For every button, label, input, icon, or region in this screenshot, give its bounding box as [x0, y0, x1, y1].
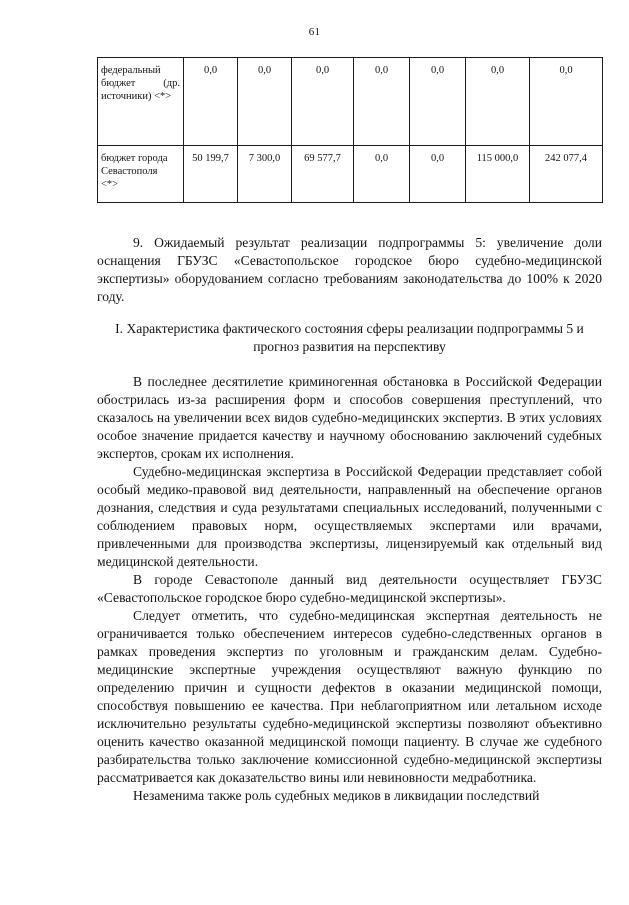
table-cell: 0,0 [530, 58, 603, 146]
table-cell: 69 577,7 [292, 146, 354, 203]
row-label-line: <*> [101, 179, 119, 190]
table-cell: 0,0 [466, 58, 530, 146]
table-cell: 0,0 [410, 146, 466, 203]
row-label-line: бюджет (др. [101, 78, 180, 89]
table-cell: 7 300,0 [238, 146, 292, 203]
table-cell: 0,0 [292, 58, 354, 146]
expected-result-section [97, 234, 602, 306]
expected-result-paragraph: 9. Ожидаемый результат реализации подпрограммы 5: увеличение доли оснащения ГБУЗС «Севастопольское городское бюро судебно-медицинской экспертизы» оборудованием согласно требованиям законодательства до 100% к 2020 году. [97, 235, 602, 304]
body-text [97, 373, 602, 805]
table-cell: 0,0 [238, 58, 292, 146]
table-cell: 0,0 [410, 58, 466, 146]
row-label-line: федеральный [101, 65, 161, 76]
row-label [98, 58, 184, 146]
budget-table [97, 57, 603, 203]
table-cell: 50 199,7 [184, 146, 238, 203]
body-paragraph: Незаменима также роль судебных медиков в ликвидации последствий [133, 788, 540, 803]
body-paragraph: В городе Севастополе данный вид деятельности осуществляет ГБУЗС «Севастопольское городское бюро судебно-медицинской экспертизы». [97, 572, 602, 605]
row-label-line: источники) <*> [101, 91, 172, 102]
table-cell: 0,0 [354, 146, 410, 203]
row-label-line: бюджет города [101, 153, 168, 164]
body-paragraph: В последнее десятилетие криминогенная обстановка в Российской Федерации обострилась из-за расширения форм и способов совершения преступлений, что сказалось на увеличении всех видов судебно-медицинских экспертиз. В этих условиях особое значение придается качеству и научному обоснованию заключений судебных экспертов, срокам их исполнения. [97, 374, 602, 461]
table-cell: 0,0 [184, 58, 238, 146]
table-cell: 0,0 [354, 58, 410, 146]
body-paragraph: Следует отметить, что судебно-медицинская экспертная деятельность не ограничивается только обеспечением интересов судебно-следственных органов в рамках проведения экспертиз по уголовным и гражданским делам. Судебно-медицинские экспертные учреждения осуществляют важную функцию по определению причин и сущности дефектов в оказании медицинской помощи, способствуя повышению ее качества. При неблагоприятном или летальном исходе исключительно результаты судебно-медицинской экспертизы позволяют объективно оценить качество оказанной медицинской помощи пациенту. В случае же судебного разбирательства только заключение комиссионной судебно-медицинской экспертизы рассматривается как доказательство вины или невиновности медработника. [97, 608, 602, 785]
section-title: I. Характеристика фактического состояния сферы реализации подпрограммы 5 и прогноз развития на перспективу [115, 321, 584, 354]
body-paragraph: Судебно-медицинская экспертиза в Российской Федерации представляет собой особый медико-правовой вид деятельности, направленный на обеспечение органов дознания, следствия и суда результатами специальных исследований, полученными с соблюдением правовых норм, осуществляемых экспертами или врачами, привлеченными для производства экспертизы, лицензируемый как отдельный вид медицинской деятельности. [97, 464, 602, 569]
table-row [98, 146, 603, 203]
table-cell: 242 077,4 [530, 146, 603, 203]
row-label-line: Севастополя [101, 166, 158, 177]
table-cell: 115 000,0 [466, 146, 530, 203]
table-row [98, 58, 603, 146]
row-label [98, 146, 184, 203]
page-number: 61 [308, 26, 321, 38]
